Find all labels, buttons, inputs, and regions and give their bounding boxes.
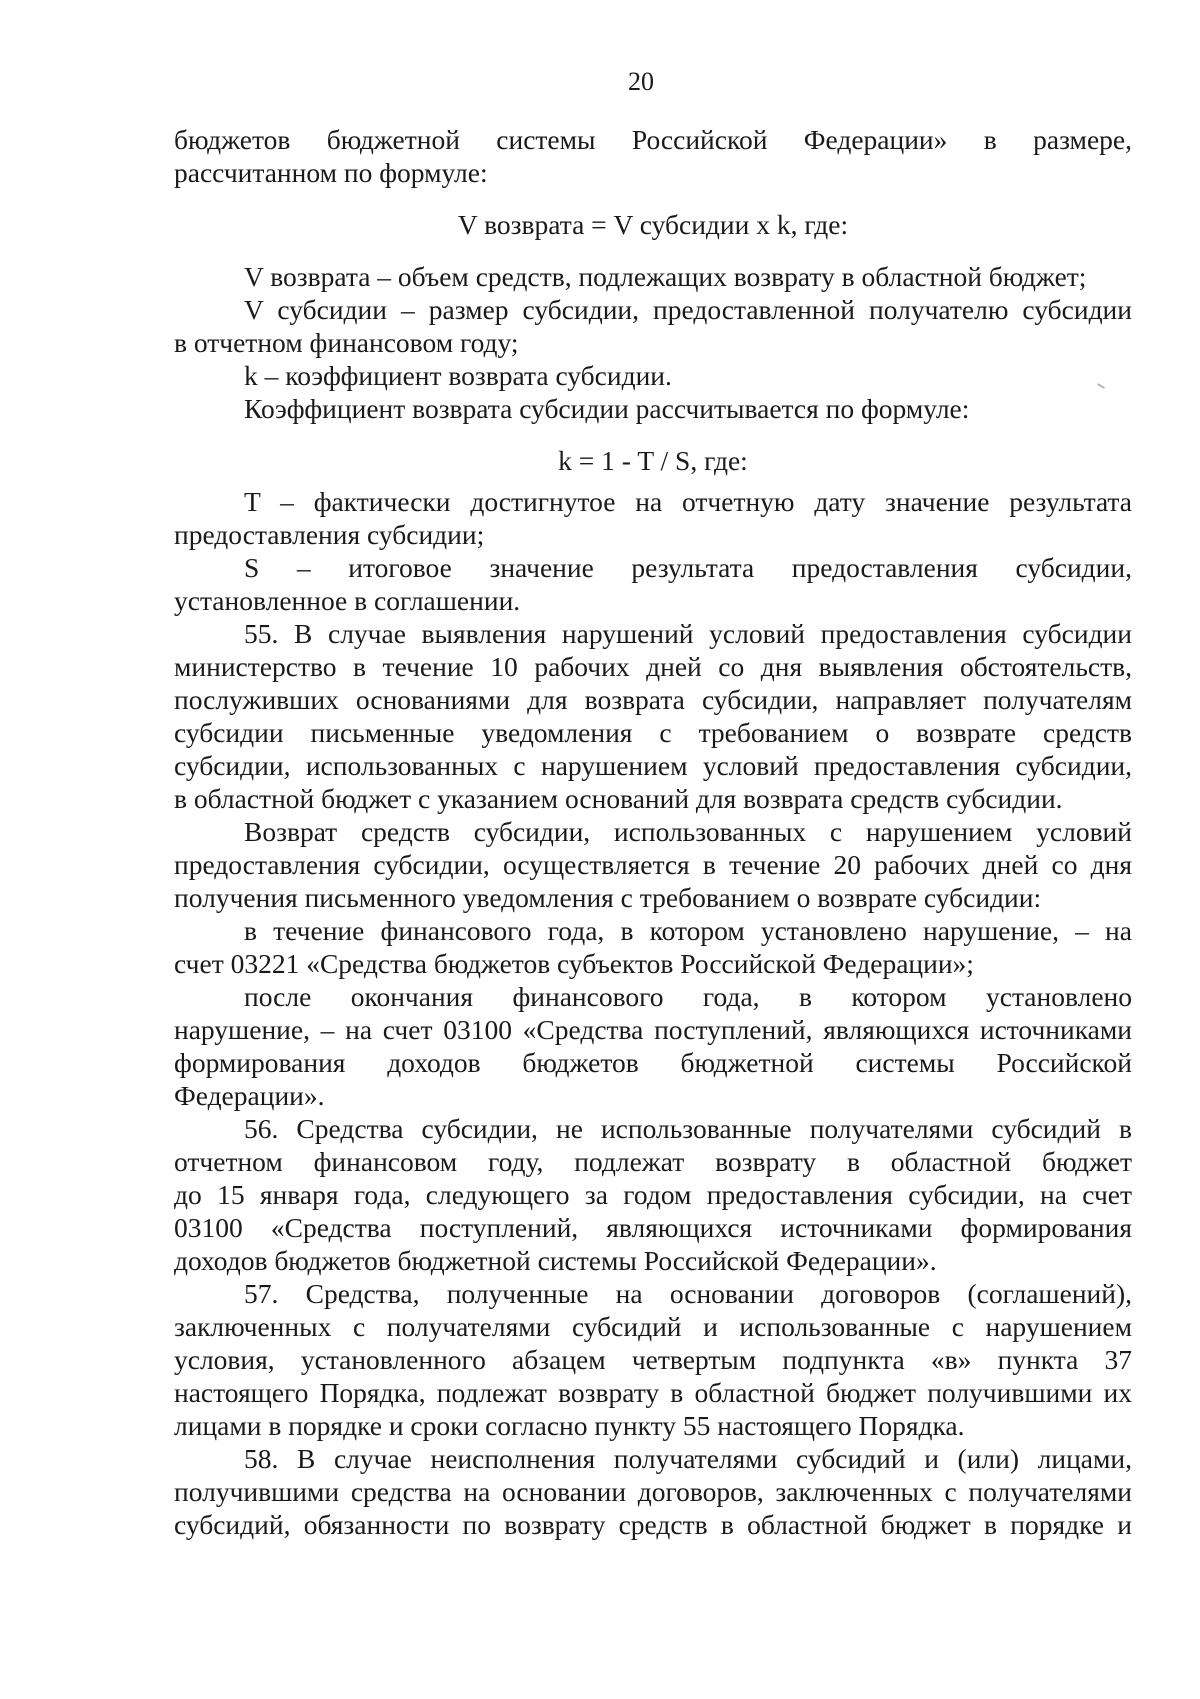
paragraph-57-line: 57. Средства, полученные на основании договоров (соглашений), <box>244 1278 1132 1309</box>
text-line: заключенных с получателями субсидий и использованные с нарушением <box>174 1311 1132 1342</box>
text-line: V возврата – объем средств, подлежащих возврату в областной бюджет; <box>244 261 1087 292</box>
text-line: до 15 января года, следующего за годом предоставления субсидии, на счет <box>174 1179 1132 1210</box>
text-line: предоставления субсидии, осуществляется в течение 20 рабочих дней со дня <box>174 849 1132 880</box>
text-line: V субсидии – размер субсидии, предоставленной получателю субсидии <box>244 294 1132 325</box>
text-line: субсидий, обязанности по возврату средств в областной бюджет в порядке и <box>174 1509 1132 1540</box>
text-line: Федерации». <box>174 1080 325 1111</box>
text-line: Возврат средств субсидии, использованных с нарушением условий <box>244 816 1132 847</box>
text-line: предоставления субсидии; <box>174 519 485 550</box>
text-line: S – итоговое значение результата предоставления субсидии, <box>244 552 1132 583</box>
text-line: в течение финансового года, в котором установлено нарушение, – на <box>244 915 1132 946</box>
text-line: T – фактически достигнутое на отчетную дату значение результата <box>244 486 1132 517</box>
text-line: формирования доходов бюджетов бюджетной системы Российской <box>174 1047 1132 1078</box>
text-line: получившими средства на основании договоров, заключенных с получателями <box>174 1476 1132 1507</box>
text-line: условия, установленного абзацем четвертым подпункта «в» пункта 37 <box>174 1344 1132 1375</box>
text-line: настоящего Порядка, подлежат возврату в областной бюджет получившими их <box>174 1377 1132 1408</box>
text-line: послуживших основаниями для возврата субсидии, направляет получателям <box>174 684 1132 715</box>
text-line: бюджетов бюджетной системы Российской Федерации» в размере, <box>174 124 1132 155</box>
text-line: отчетном финансовом году, подлежат возврату в областной бюджет <box>174 1146 1132 1177</box>
text-line: министерство в течение 10 рабочих дней со дня выявления обстоятельств, <box>174 651 1132 682</box>
text-line: доходов бюджетов бюджетной системы Российской Федерации». <box>174 1245 937 1276</box>
text-line: счет 03221 «Средства бюджетов субъектов Российской Федерации»; <box>174 948 974 979</box>
text-line: после окончания финансового года, в котором установлено <box>244 981 1132 1012</box>
text-line: лицами в порядке и сроки согласно пункту 55 настоящего Порядка. <box>174 1410 965 1441</box>
text-line: нарушение, – на счет 03100 «Средства поступлений, являющихся источниками <box>174 1014 1132 1045</box>
document-body <box>174 123 1132 1541</box>
paragraph-55-line: 55. В случае выявления нарушений условий предоставления субсидии <box>244 618 1132 649</box>
text-line: рассчитанном по формуле: <box>174 157 488 188</box>
text-line: установленное в соглашении. <box>174 585 521 616</box>
text-line: получения письменного уведомления с требованием о возврате субсидии: <box>174 882 1042 913</box>
paragraph-56-line: 56. Средства субсидии, не использованные получателями субсидий в <box>244 1113 1132 1144</box>
formula-refund: V возврата = V субсидии x k, где: <box>457 209 849 240</box>
formula-coefficient: k = 1 - T / S, где: <box>558 445 748 476</box>
text-line: k – коэффициент возврата субсидии. <box>244 360 672 391</box>
text-line: в областной бюджет с указанием оснований для возврата средств субсидии. <box>174 783 1063 814</box>
paragraph-58-line: 58. В случае неисполнения получателями субсидий и (или) лицами, <box>244 1443 1132 1474</box>
text-line: Коэффициент возврата субсидии рассчитывается по формуле: <box>244 393 970 424</box>
text-line: субсидии, использованных с нарушением условий предоставления субсидии, <box>174 750 1132 781</box>
text-line: в отчетном финансовом году; <box>174 327 519 358</box>
text-line: субсидии письменные уведомления с требованием о возврате средств <box>174 717 1132 748</box>
text-line: 03100 «Средства поступлений, являющихся источниками формирования <box>174 1212 1132 1243</box>
page-number: 20 <box>628 67 654 96</box>
